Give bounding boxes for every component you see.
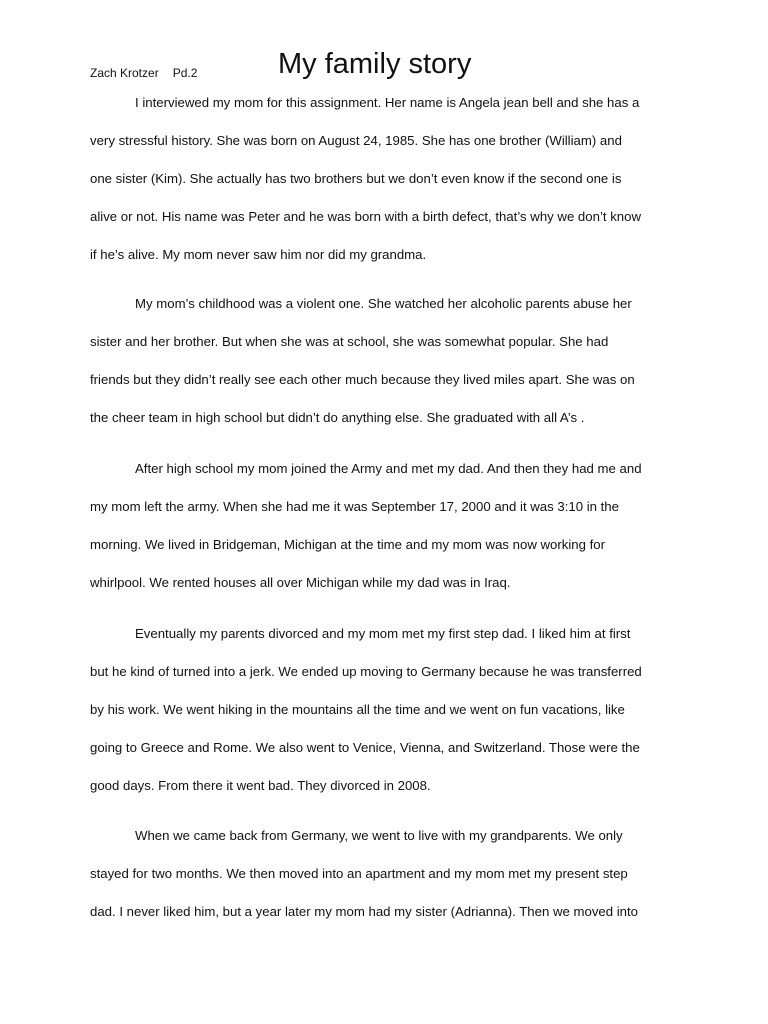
- paragraph-line: morning. We lived in Bridgeman, Michigan at the time and my mom was now working for: [90, 537, 606, 552]
- paragraph-line: by his work. We went hiking in the mountains all the time and we went on fun vacations, like: [90, 702, 625, 717]
- paragraph-line: one sister (Kim). She actually has two brothers but we don’t even know if the second one is: [90, 171, 622, 186]
- paragraph-line: dad. I never liked him, but a year later my mom had my sister (Adrianna). Then we moved into: [90, 904, 639, 919]
- paragraph-line: alive or not. His name was Peter and he was born with a birth defect, that’s why we don’t know: [90, 209, 641, 224]
- paragraph-line: friends but they didn’t really see each other much because they lived miles apart. She was on: [90, 372, 635, 387]
- paragraph-line: if he’s alive. My mom never saw him nor did my grandma.: [90, 247, 427, 262]
- paragraph-line: my mom left the army. When she had me it was September 17, 2000 and it was 3:10 in the: [90, 499, 619, 514]
- paragraph-line: sister and her brother. But when she was at school, she was somewhat popular. She had: [90, 334, 609, 349]
- paragraph-line: whirlpool. We rented houses all over Michigan while my dad was in Iraq.: [90, 575, 511, 590]
- paragraph-line: After high school my mom joined the Army and met my dad. And then they had me and: [135, 461, 642, 476]
- byline: [90, 66, 197, 80]
- paragraph-line: When we came back from Germany, we went to live with my grandparents. We only: [135, 828, 623, 843]
- author-name: Zach Krotzer: [90, 66, 159, 80]
- class-period: Pd.2: [172, 66, 198, 80]
- paragraph-line: My mom’s childhood was a violent one. She watched her alcoholic parents abuse her: [135, 296, 632, 311]
- document-title: My family story: [278, 48, 472, 80]
- paragraph-line: but he kind of turned into a jerk. We ended up moving to Germany because he was transferred: [90, 664, 642, 679]
- paragraph-line: good days. From there it went bad. They divorced in 2008.: [90, 778, 431, 793]
- paragraph-line: I interviewed my mom for this assignment. Her name is Angela jean bell and she has a: [135, 95, 640, 110]
- paragraph-line: very stressful history. She was born on August 24, 1985. She has one brother (William) and: [90, 133, 622, 148]
- paragraph-line: going to Greece and Rome. We also went to Venice, Vienna, and Switzerland. Those were the: [90, 740, 640, 755]
- paragraph-line: the cheer team in high school but didn’t do anything else. She graduated with all A’s .: [90, 410, 585, 425]
- paragraph-line: stayed for two months. We then moved into an apartment and my mom met my present step: [90, 866, 628, 881]
- paragraph-line: Eventually my parents divorced and my mom met my first step dad. I liked him at first: [135, 626, 631, 641]
